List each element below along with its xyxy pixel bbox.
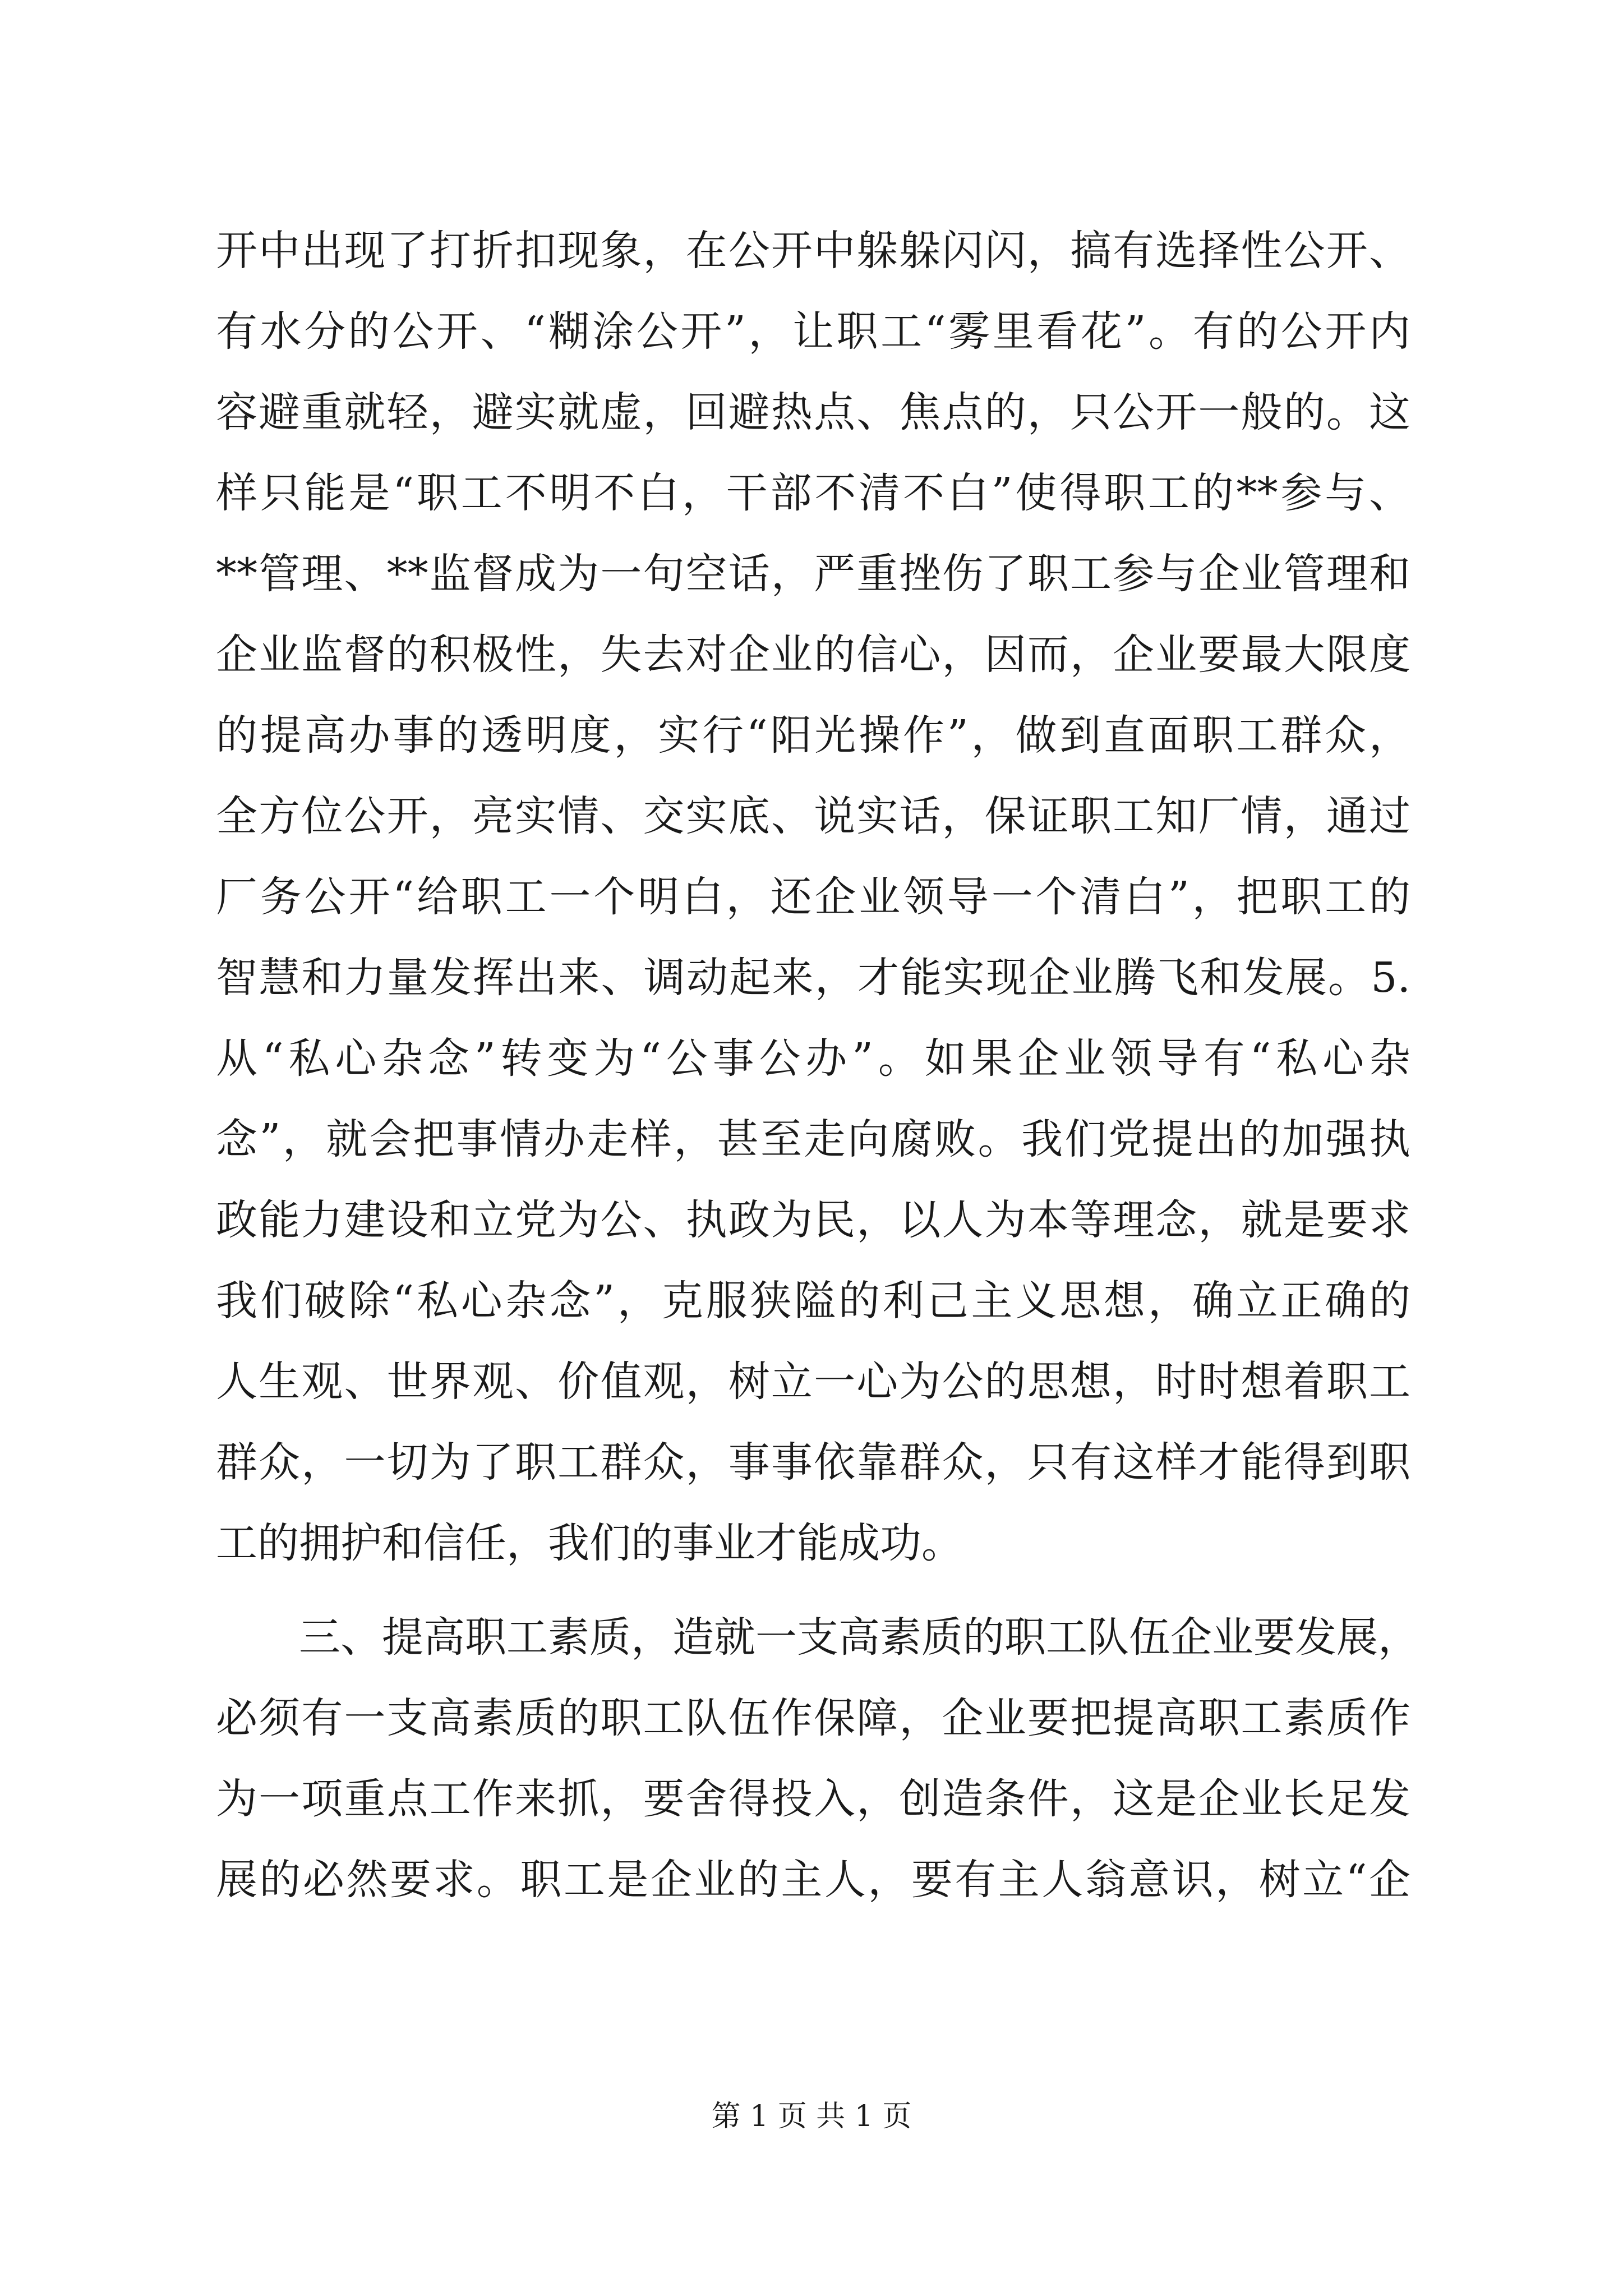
- text-line: 有水分的公开、“糊涂公开”，让职工“雾里看花”。有的公开内: [216, 307, 1410, 356]
- text-line: 厂务公开“给职工一个明白，还企业领导一个清白”，把职工的: [216, 873, 1410, 921]
- text-line: 我们破除“私心杂念”，克服狭隘的利己主义思想，确立正确的: [216, 1277, 1410, 1325]
- text-line: 念”，就会把事情办走样，甚至走向腐败。我们党提出的加强执: [216, 1115, 1410, 1163]
- paragraph-2: [216, 1597, 1419, 1920]
- text-line: 从“私心杂念”转变为“公事公办”。如果企业领导有“私心杂: [216, 1034, 1410, 1083]
- text-line: 开中出现了打折扣现象，在公开中躲躲闪闪，搞有选择性公开、: [216, 227, 1410, 275]
- text-line: 为一项重点工作来抓，要舍得投入，创造条件，这是企业长足发: [216, 1775, 1410, 1823]
- text-line: 必须有一支高素质的职工队伍作保障，企业要把提高职工素质作: [216, 1694, 1410, 1742]
- text-line: 工的拥护和信任，我们的事业才能成功。: [216, 1519, 963, 1567]
- text-line: 智慧和力量发挥出来、调动起来，才能实现企业腾飞和发展。5.: [216, 954, 1410, 1002]
- text-line: 人生观、世界观、价值观，树立一心为公的思想，时时想着职工: [216, 1358, 1410, 1406]
- text-line: 展的必然要求。职工是企业的主人，要有主人翁意识，树立“企: [216, 1856, 1410, 1904]
- text-line: 全方位公开，亮实情、交实底、说实话，保证职工知厂情，通过: [216, 792, 1410, 840]
- paragraph-spacer: [216, 1584, 1410, 1597]
- text-line: 样只能是“职工不明不白，干部不清不白”使得职工的**参与、: [216, 469, 1410, 517]
- page-number-footer: 第 1 页 共 1 页: [711, 2100, 912, 2133]
- text-line: 容避重就轻，避实就虚，回避热点、焦点的，只公开一般的。这: [216, 388, 1410, 436]
- document-body: [216, 210, 1419, 1920]
- paragraph-1: [216, 210, 1410, 1584]
- text-line: 政能力建设和立党为公、执政为民，以人为本等理念，就是要求: [216, 1196, 1410, 1244]
- text-line: 的提高办事的透明度，实行“阳光操作”，做到直面职工群众，: [216, 711, 1410, 760]
- text-line: 企业监督的积极性，失去对企业的信心，因而，企业要最大限度: [216, 631, 1410, 679]
- text-line: 三、提高职工素质，造就一支高素质的职工队伍企业要发展，: [299, 1613, 1419, 1662]
- text-line: 群众，一切为了职工群众，事事依靠群众，只有这样才能得到职: [216, 1438, 1410, 1487]
- text-line: **管理、**监督成为一句空话，严重挫伤了职工参与企业管理和: [216, 550, 1410, 598]
